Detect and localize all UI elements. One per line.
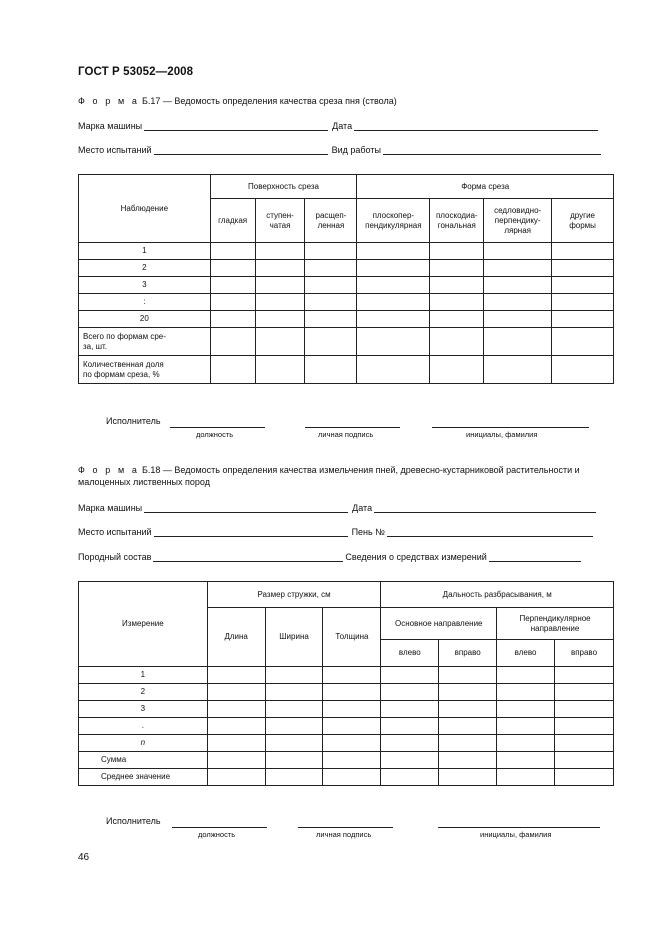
table-cell[interactable] xyxy=(357,356,430,384)
table-cell[interactable] xyxy=(497,684,555,701)
form18-machine-line[interactable] xyxy=(144,502,348,513)
table-cell[interactable] xyxy=(305,311,357,328)
form17-position-line[interactable] xyxy=(170,426,265,428)
form18-place-line[interactable] xyxy=(154,526,348,537)
table-cell[interactable] xyxy=(207,752,265,769)
document-standard-header: ГОСТ Р 53052—2008 xyxy=(78,66,194,78)
form18-avg-row-label: Среднее значение xyxy=(79,769,208,786)
row-label: 3 xyxy=(79,277,211,294)
form17-date-line[interactable] xyxy=(354,120,598,131)
table-cell[interactable] xyxy=(255,260,305,277)
table-cell[interactable] xyxy=(497,667,555,684)
form17-surface-col xyxy=(210,199,255,243)
table-cell[interactable] xyxy=(265,684,323,701)
table-cell[interactable] xyxy=(265,752,323,769)
table-cell[interactable] xyxy=(357,294,430,311)
table-cell[interactable] xyxy=(357,260,430,277)
table-cell[interactable] xyxy=(552,294,614,311)
form18-species-field xyxy=(78,551,583,562)
table-row xyxy=(79,735,614,752)
form18-position-line[interactable] xyxy=(172,826,267,828)
table-cell[interactable] xyxy=(555,735,614,752)
form18-species-line[interactable] xyxy=(153,551,343,562)
table-cell[interactable] xyxy=(265,735,323,752)
table-cell[interactable] xyxy=(439,701,497,718)
table-row xyxy=(79,769,614,786)
form17-surface-col-text: ступен- чатая xyxy=(266,210,294,230)
table-cell[interactable] xyxy=(305,277,357,294)
table-cell[interactable] xyxy=(265,701,323,718)
form18-initials-caption: инициалы, фамилия xyxy=(480,830,552,839)
form17-shape-col xyxy=(357,199,430,243)
table-row xyxy=(79,311,614,328)
table-cell[interactable] xyxy=(381,735,439,752)
form18-place-field xyxy=(78,526,595,537)
form17-shape-group-header: Форма среза xyxy=(357,175,614,199)
table-cell[interactable] xyxy=(552,311,614,328)
form18-machine-field xyxy=(78,502,598,513)
table-cell[interactable] xyxy=(552,260,614,277)
form17-work-line[interactable] xyxy=(383,144,601,155)
form18-title xyxy=(78,465,580,475)
table-cell[interactable] xyxy=(210,294,255,311)
table-cell[interactable] xyxy=(484,260,552,277)
form17-surface-col xyxy=(305,199,357,243)
form17-observation-header: Наблюдение xyxy=(79,175,211,243)
form18-sum-row-label: Сумма xyxy=(79,752,208,769)
form17-initials-caption: инициалы, фамилия xyxy=(466,430,538,439)
table-cell[interactable] xyxy=(323,752,381,769)
form18-instruments-label: Сведения о средствах измерений xyxy=(345,552,487,562)
table-cell[interactable] xyxy=(430,260,484,277)
table-row xyxy=(79,277,614,294)
table-row xyxy=(79,752,614,769)
table-cell[interactable] xyxy=(430,311,484,328)
table-cell[interactable] xyxy=(255,356,305,384)
row-label: 20 xyxy=(79,311,211,328)
table-cell[interactable] xyxy=(552,328,614,356)
table-cell[interactable] xyxy=(552,356,614,384)
form17-date-label: Дата xyxy=(332,121,353,131)
table-cell[interactable] xyxy=(497,701,555,718)
form17-place-line[interactable] xyxy=(154,144,328,155)
table-cell[interactable] xyxy=(552,277,614,294)
form18-left-header: влево xyxy=(497,640,555,667)
table-cell[interactable] xyxy=(497,769,555,786)
table-cell[interactable] xyxy=(323,684,381,701)
table-cell[interactable] xyxy=(497,718,555,735)
form18-species-label: Породный состав xyxy=(78,552,152,562)
table-cell[interactable] xyxy=(255,311,305,328)
table-cell[interactable] xyxy=(357,243,430,260)
form18-size-group-header: Размер стружки, см xyxy=(207,582,381,608)
form17-title xyxy=(78,96,397,106)
table-row xyxy=(79,701,614,718)
form17-shape-col-text: другие формы xyxy=(569,210,596,230)
form18-title-line2: малоценных лиственных пород xyxy=(78,477,210,487)
table-cell[interactable] xyxy=(207,684,265,701)
table-cell[interactable] xyxy=(381,684,439,701)
table-cell[interactable] xyxy=(484,311,552,328)
form18-left-header: влево xyxy=(381,640,439,667)
form17-surface-col-text: гладкая xyxy=(218,215,248,225)
table-cell[interactable] xyxy=(439,735,497,752)
form17-total-row-label: Всего по формам сре- за, шт. xyxy=(79,328,211,356)
table-cell[interactable] xyxy=(430,277,484,294)
table-row xyxy=(79,684,614,701)
page-number: 46 xyxy=(78,852,90,863)
form17-table xyxy=(78,174,614,384)
form17-shape-col-text: плоскопер- пендикулярная xyxy=(365,210,422,230)
form18-main-direction-header: Основное направление xyxy=(381,608,497,640)
table-cell[interactable] xyxy=(497,735,555,752)
form17-personal-signature-caption: личная подпись xyxy=(318,430,374,439)
table-cell[interactable] xyxy=(430,328,484,356)
row-label: 1 xyxy=(79,243,211,260)
table-cell[interactable] xyxy=(381,752,439,769)
form18-initials-line[interactable] xyxy=(438,826,600,828)
table-row xyxy=(79,328,614,356)
table-cell[interactable] xyxy=(430,356,484,384)
table-cell[interactable] xyxy=(381,667,439,684)
form17-machine-line[interactable] xyxy=(144,120,328,131)
table-cell[interactable] xyxy=(439,684,497,701)
table-cell[interactable] xyxy=(552,243,614,260)
table-row xyxy=(79,243,614,260)
table-cell[interactable] xyxy=(381,769,439,786)
form17-shape-col-text: седловидно- перпендику- лярная xyxy=(494,205,542,235)
row-label: 2 xyxy=(79,260,211,277)
form17-machine-label: Марка машины xyxy=(78,121,143,131)
table-cell[interactable] xyxy=(555,684,614,701)
table-cell[interactable] xyxy=(323,701,381,718)
table-cell[interactable] xyxy=(484,328,552,356)
table-cell[interactable] xyxy=(305,356,357,384)
form18-right-header: вправо xyxy=(439,640,497,667)
table-cell[interactable] xyxy=(255,277,305,294)
form18-form-label: Ф о р м а xyxy=(78,465,140,475)
table-cell[interactable] xyxy=(207,718,265,735)
form18-instruments-line[interactable] xyxy=(489,551,581,562)
form18-personal-signature-line[interactable] xyxy=(298,826,393,828)
table-cell[interactable] xyxy=(555,718,614,735)
table-cell[interactable] xyxy=(439,752,497,769)
table-cell[interactable] xyxy=(255,294,305,311)
form18-date-line[interactable] xyxy=(374,502,596,513)
table-cell[interactable] xyxy=(207,667,265,684)
table-cell[interactable] xyxy=(357,311,430,328)
table-cell[interactable] xyxy=(207,735,265,752)
table-cell[interactable] xyxy=(255,243,305,260)
form18-table xyxy=(78,581,614,786)
form17-place-label: Место испытаний xyxy=(78,145,152,155)
table-cell[interactable] xyxy=(439,667,497,684)
form18-size-col: Длина xyxy=(207,608,265,667)
table-cell[interactable] xyxy=(210,277,255,294)
row-label: n xyxy=(79,735,208,752)
form17-work-label: Вид работы xyxy=(331,145,381,155)
table-cell[interactable] xyxy=(484,243,552,260)
form18-position-caption: должность xyxy=(198,830,236,839)
row-label: 2 xyxy=(79,684,208,701)
row-label: 1 xyxy=(79,667,208,684)
table-cell[interactable] xyxy=(305,243,357,260)
table-cell[interactable] xyxy=(305,328,357,356)
form18-title-line1: Б.18 — Ведомость определения качества измельчения пней, древесно-кустарниковой растительности и xyxy=(141,465,580,475)
table-cell[interactable] xyxy=(265,718,323,735)
form17-personal-signature-line[interactable] xyxy=(305,426,400,428)
form18-personal-signature-caption: личная подпись xyxy=(316,830,372,839)
table-cell[interactable] xyxy=(210,311,255,328)
table-row xyxy=(79,718,614,735)
table-cell[interactable] xyxy=(265,769,323,786)
table-cell[interactable] xyxy=(484,277,552,294)
table-cell[interactable] xyxy=(430,294,484,311)
table-cell[interactable] xyxy=(484,294,552,311)
table-cell[interactable] xyxy=(323,735,381,752)
table-cell[interactable] xyxy=(439,718,497,735)
table-cell[interactable] xyxy=(357,277,430,294)
table-cell[interactable] xyxy=(357,328,430,356)
form17-surface-group-header: Поверхность среза xyxy=(210,175,357,199)
form18-distance-group-header: Дальность разбрасывания, м xyxy=(381,582,614,608)
table-cell[interactable] xyxy=(439,769,497,786)
table-cell[interactable] xyxy=(323,718,381,735)
form17-surface-col xyxy=(255,199,305,243)
table-cell[interactable] xyxy=(210,328,255,356)
row-label: . xyxy=(79,718,208,735)
table-cell[interactable] xyxy=(555,769,614,786)
table-cell[interactable] xyxy=(265,667,323,684)
table-cell[interactable] xyxy=(555,701,614,718)
form17-position-caption: должность xyxy=(196,430,234,439)
form17-shape-col-text: плоскодиа- гональная xyxy=(435,210,478,230)
table-cell[interactable] xyxy=(381,718,439,735)
form18-machine-label: Марка машины xyxy=(78,503,143,513)
table-cell[interactable] xyxy=(305,294,357,311)
form17-executor-label: Исполнитель xyxy=(106,416,161,426)
form17-shape-col xyxy=(430,199,484,243)
table-row xyxy=(79,356,614,384)
table-cell[interactable] xyxy=(430,243,484,260)
table-cell[interactable] xyxy=(323,667,381,684)
form18-place-label: Место испытаний xyxy=(78,527,152,537)
form18-stump-label: Пень № xyxy=(351,527,385,537)
form18-perp-direction-header: Перпендикулярное направление xyxy=(497,608,614,640)
table-row xyxy=(79,667,614,684)
table-cell[interactable] xyxy=(210,356,255,384)
form17-shape-col xyxy=(552,199,614,243)
form18-size-col: Толщина xyxy=(323,608,381,667)
table-cell[interactable] xyxy=(255,328,305,356)
table-row xyxy=(79,260,614,277)
table-cell[interactable] xyxy=(207,701,265,718)
form17-place-field xyxy=(78,144,603,155)
table-cell[interactable] xyxy=(497,752,555,769)
row-label: 3 xyxy=(79,701,208,718)
row-label: : xyxy=(79,294,211,311)
table-cell[interactable] xyxy=(305,260,357,277)
form17-surface-col-text: расщеп- ленная xyxy=(315,210,347,230)
form17-title-text: Б.17 — Ведомость определения качества среза пня (ствола) xyxy=(141,96,397,106)
form18-stump-line[interactable] xyxy=(387,526,593,537)
form18-executor-label: Исполнитель xyxy=(106,816,161,826)
form18-size-col: Ширина xyxy=(265,608,323,667)
form18-date-label: Дата xyxy=(352,503,373,513)
table-cell[interactable] xyxy=(484,356,552,384)
table-row xyxy=(79,294,614,311)
table-cell[interactable] xyxy=(555,752,614,769)
form17-initials-line[interactable] xyxy=(432,426,589,428)
table-cell[interactable] xyxy=(381,701,439,718)
table-cell[interactable] xyxy=(210,243,255,260)
form18-measurement-header: Измерение xyxy=(79,582,208,667)
table-cell[interactable] xyxy=(210,260,255,277)
form17-shape-col xyxy=(484,199,552,243)
table-cell[interactable] xyxy=(555,667,614,684)
form17-form-label: Ф о р м а xyxy=(78,96,140,106)
form17-machine-field xyxy=(78,120,600,131)
table-cell[interactable] xyxy=(207,769,265,786)
form18-right-header: вправо xyxy=(555,640,614,667)
form17-share-row-label: Количественная доля по формам среза, % xyxy=(79,356,211,384)
table-cell[interactable] xyxy=(323,769,381,786)
